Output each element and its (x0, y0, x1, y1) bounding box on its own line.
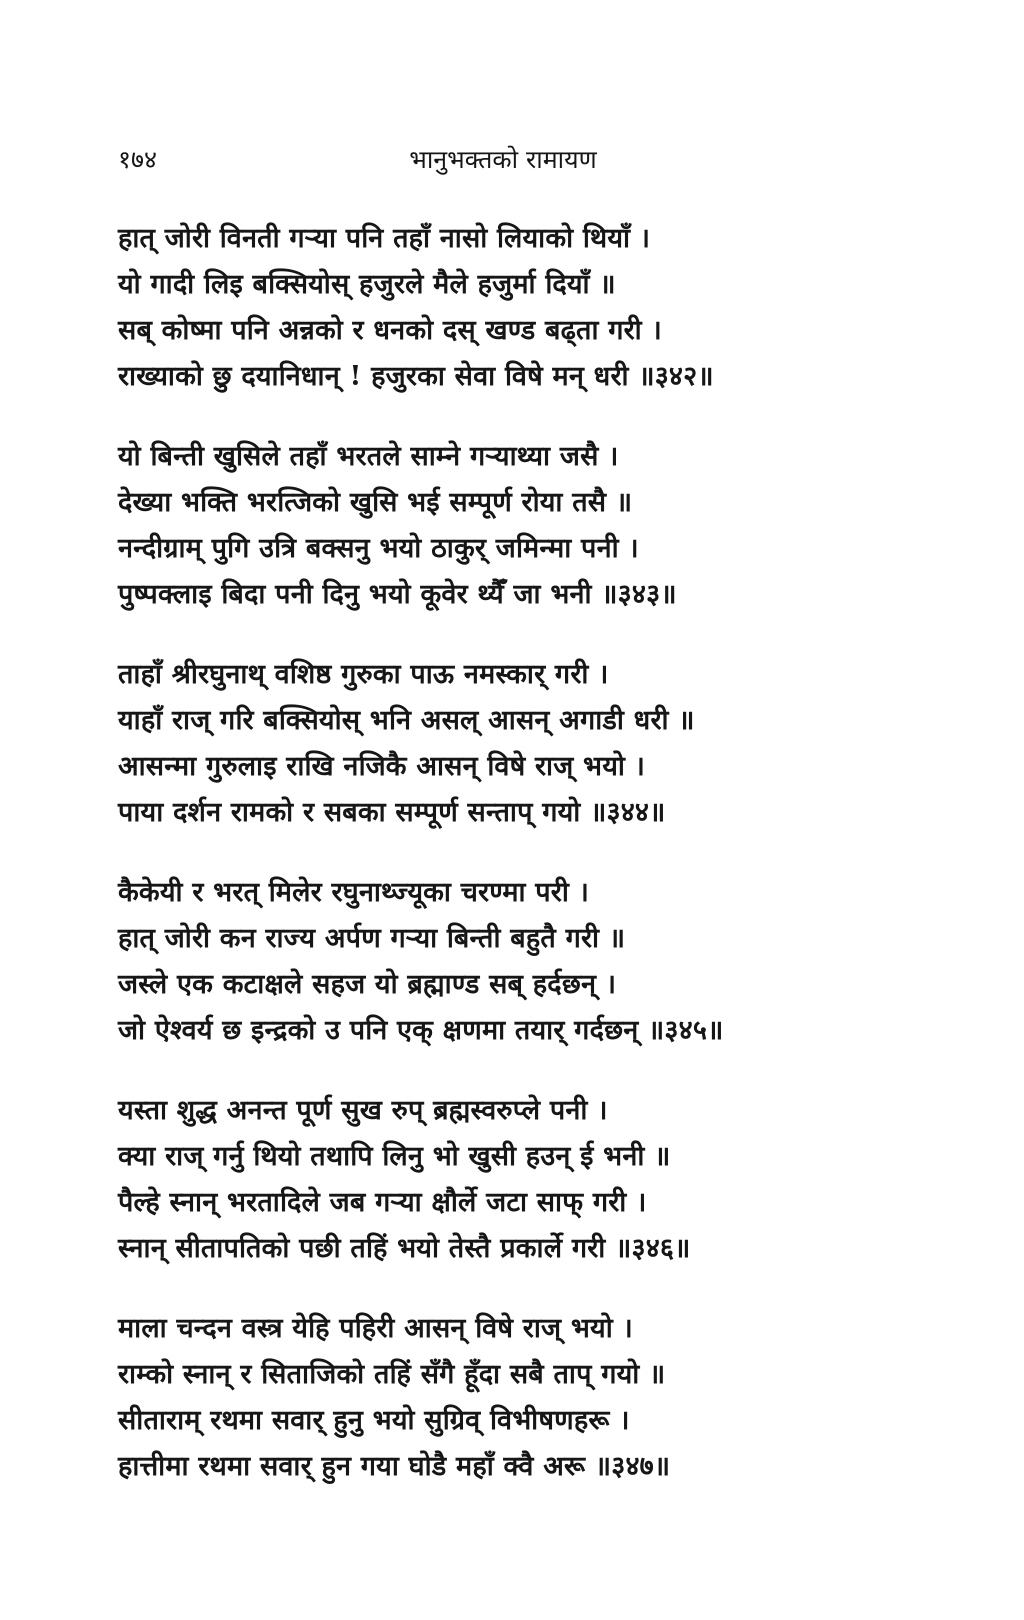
verse-line: सब् कोष्मा पनि अन्नको र धनको दस् खण्ड बढ्ता गरी । (118, 315, 662, 346)
verse-line: माला चन्दन वस्त्र येहि पहिरी आसन् विषे राज् भयो । (118, 1313, 633, 1344)
verse-line: सीताराम् रथमा सवार् हुनु भयो सुग्रिव् विभीषणहरू । (118, 1405, 630, 1436)
stanza-344 (118, 652, 898, 836)
verse-line: यो बिन्ती खुसिले तहाँ भरतले साम्ने गऱ्याथ्या जसै । (118, 441, 619, 472)
stanza-345 (118, 870, 898, 1054)
page-header (118, 142, 888, 182)
verse-line: नन्दीग्राम् पुगि उत्रि बक्सनु भयो ठाकुर् जमिन्मा पनी । (118, 533, 639, 564)
verse-line: जो ऐश्वर्य छ इन्द्रको उ पनि एक् क्षणमा तयार् गर्दछन् ॥३४५॥ (118, 1015, 724, 1046)
verse-line: पैल्हे स्नान् भरतादिले जब गऱ्या क्षौर्ले जटा साफ् गरी । (118, 1187, 647, 1218)
verse-line: स्नान् सीतापतिको पछी तहिं भयो तेस्तै प्रकार्ले गरी ॥३४६॥ (118, 1233, 691, 1264)
verse-line: याहाँ राज् गरि बक्सियोस् भनि असल् आसन् अगाडी धरी ॥ (118, 705, 695, 736)
verse-line: यो गादी लिइ बक्सियोस् हजुरले मैले हजुर्मा दियाँ ॥ (118, 269, 616, 300)
verse-line: जस्ले एक कटाक्षले सहज यो ब्रह्माण्ड सब् हर्दछन् । (118, 969, 617, 1000)
verse-line: हात् जोरी कन राज्य अर्पण गऱ्या बिन्ती बहुतै गरी ॥ (118, 923, 626, 954)
stanza-342 (118, 216, 898, 400)
verse-line: क्या राज् गर्नु थियो तथापि लिनु भो खुसी हउन् ई भनी ॥ (118, 1141, 671, 1172)
verse-line: पुष्पक्लाइ बिदा पनी दिनु भयो कूवेर थ्यैँ जा भनी ॥३४३॥ (118, 579, 677, 610)
stanza-347 (118, 1306, 898, 1490)
page-number: १७४ (118, 145, 158, 174)
verse-body (118, 216, 898, 1524)
verse-line: राम्को स्नान् र सिताजिको तहिं सँगै हूँदा सबै ताप् गयो ॥ (118, 1359, 666, 1390)
verse-line: हात् जोरी विनती गऱ्या पनि तहाँ नासो लियाको थियाँ । (118, 223, 651, 254)
verse-line: राख्याको छु दयानिधान् ! हजुरका सेवा विषे मन् धरी ॥३४२॥ (118, 361, 714, 392)
verse-line: आसन्मा गुरुलाइ राखि नजिकै आसन् विषे राज् भयो । (118, 751, 646, 782)
verse-line: कैकेयी र भरत् मिलेर रघुनाथ्ज्यूका चरण्मा परी । (118, 877, 590, 908)
verse-line: देख्या भक्ति भरत्जिको खुसि भई सम्पूर्ण रोया तसै ॥ (118, 487, 633, 518)
verse-line: पाया दर्शन रामको र सबका सम्पूर्ण सन्ताप् गयो ॥३४४॥ (118, 797, 666, 828)
stanza-343 (118, 434, 898, 618)
stanza-346 (118, 1088, 898, 1272)
running-title: भानुभक्तको रामायण (409, 145, 597, 174)
verse-line: यस्ता शुद्ध अनन्त पूर्ण सुख रुप् ब्रह्मस्वरुप्ले पनी । (118, 1095, 608, 1126)
verse-line: हात्तीमा रथमा सवार् हुन गया घोडै महाँ क्वै अरू ॥३४७॥ (118, 1451, 671, 1482)
verse-line: ताहाँ श्रीरघुनाथ् वशिष्ठ गुरुका पाऊ नमस्कार् गरी । (118, 659, 609, 690)
